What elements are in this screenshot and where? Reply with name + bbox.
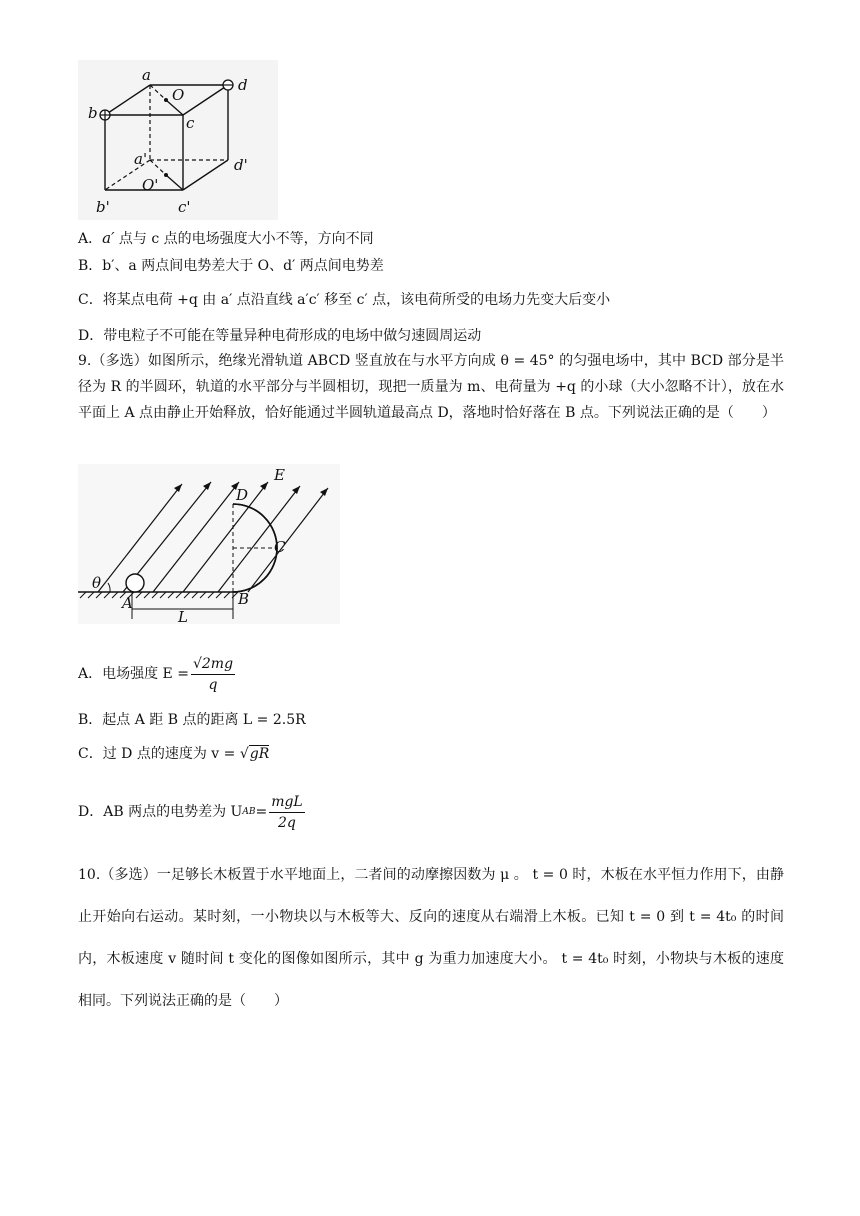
q10-number: 10. — [78, 867, 101, 883]
q8-option-b-text: b′、a 两点间电势差大于 O、d′ 两点间电势差 — [102, 258, 384, 274]
fig-label-E: E — [274, 466, 285, 484]
fig-label-C: C — [274, 538, 286, 556]
q8-option-b — [78, 256, 384, 276]
cube-label-d-prime: d' — [234, 156, 248, 174]
q8-option-c — [78, 290, 610, 310]
q9-option-c-sqrt: gR — [249, 746, 270, 762]
q9-option-a-fraction — [191, 654, 235, 695]
fig-label-L: L — [178, 608, 188, 624]
q9-option-d — [78, 790, 307, 834]
q10-text: 一足够长木板置于水平地面上，二者间的动摩擦因数为 μ 。 t = 0 时，木板在水平恒力作用下，由静止开始向右运动。某时刻，一小物块以与木板等大、反向的速度从右端滑上木板。已知 t = 0 到 t = 4t₀ 的时间内，木板速度 v 随时间 t 变化的图像如图所示，其中 g 为重力加速度大小。 t = 4t₀ 时刻，小物块与木板的速度相同。下列说法正确的是（ ） — [78, 867, 785, 1009]
q8-option-a — [78, 228, 374, 249]
q8-option-d — [78, 326, 481, 346]
q8-option-a-text: 点与 c 点的电场强度大小不等，方向不同 — [114, 231, 374, 247]
q8-option-d-text: 带电粒子不可能在等量异种电荷形成的电场中做匀速圆周运动 — [103, 328, 482, 344]
cube-label-b-prime: b' — [96, 198, 110, 216]
q9-number: 9. — [78, 353, 92, 369]
q9-tag: （多选） — [91, 353, 148, 369]
q9-option-d-numerator: mgL — [269, 792, 305, 813]
q9-option-c-prefix: C．过 D 点的速度为 v = — [78, 746, 236, 762]
q8-option-b-label: B． — [78, 258, 103, 274]
q9-option-d-sub: AB — [242, 807, 256, 817]
electric-field-track-figure — [78, 464, 340, 624]
q9-option-d-eq: = — [255, 804, 268, 820]
cube-label-b: b — [88, 104, 98, 122]
fig-label-theta: θ — [92, 574, 102, 592]
q9-option-a-denominator: q — [208, 676, 218, 693]
fig-label-B: B — [238, 590, 250, 608]
fig-label-A: A — [122, 594, 133, 612]
cube-label-c-prime: c' — [178, 198, 191, 216]
q10-stem — [78, 854, 784, 1022]
q9-stem — [78, 348, 784, 426]
cube-figure — [78, 60, 278, 220]
q8-option-a-var: a′ — [102, 229, 115, 247]
q8-option-a-label: A． — [78, 231, 103, 247]
q9-option-c: C．过 D 点的速度为 v = √gR — [78, 746, 270, 762]
q9-text: 如图所示，绝缘光滑轨道 ABCD 竖直放在与水平方向成 θ = 45° 的匀强电场中，其中 BCD 部分是半径为 R 的半圆环，轨道的水平部分与半圆相切，现把一质量为 m、电荷量为 +q 的小球（大小忽略不计），放在水平面上 A 点由静止开始释放，恰好能通过半圆轨道最高点 D，落地时恰好落在 B 点。下列说法正确的是（ ） — [78, 353, 785, 421]
q10-tag: （多选） — [100, 867, 157, 883]
cube-label-d: d — [238, 76, 248, 94]
cube-label-a: a — [142, 66, 151, 84]
q8-option-c-text: 将某点电荷 +q 由 a′ 点沿直线 a′c′ 移至 c′ 点，该电荷所受的电场力先变大后变小 — [102, 292, 611, 308]
q9-option-a — [78, 652, 237, 696]
q9-option-d-fraction — [269, 792, 305, 833]
q9-option-a-numerator: √2mg — [191, 654, 235, 675]
cube-label-c: c — [186, 114, 195, 132]
cube-label-O: O — [172, 86, 185, 104]
q9-option-b: B．起点 A 距 B 点的距离 L = 2.5R — [78, 712, 306, 728]
cube-label-O-prime: O' — [142, 176, 159, 194]
cube-label-a-prime: a' — [134, 150, 148, 168]
q9-option-d-prefix: D．AB 两点的电势差为 U — [78, 804, 243, 820]
fig-label-D: D — [236, 486, 249, 504]
q9-option-a-prefix: A．电场强度 E = — [78, 666, 189, 682]
q9-option-d-denominator: 2q — [278, 814, 296, 831]
q8-option-c-label: C． — [78, 292, 103, 308]
q8-option-d-label: D． — [78, 328, 104, 344]
